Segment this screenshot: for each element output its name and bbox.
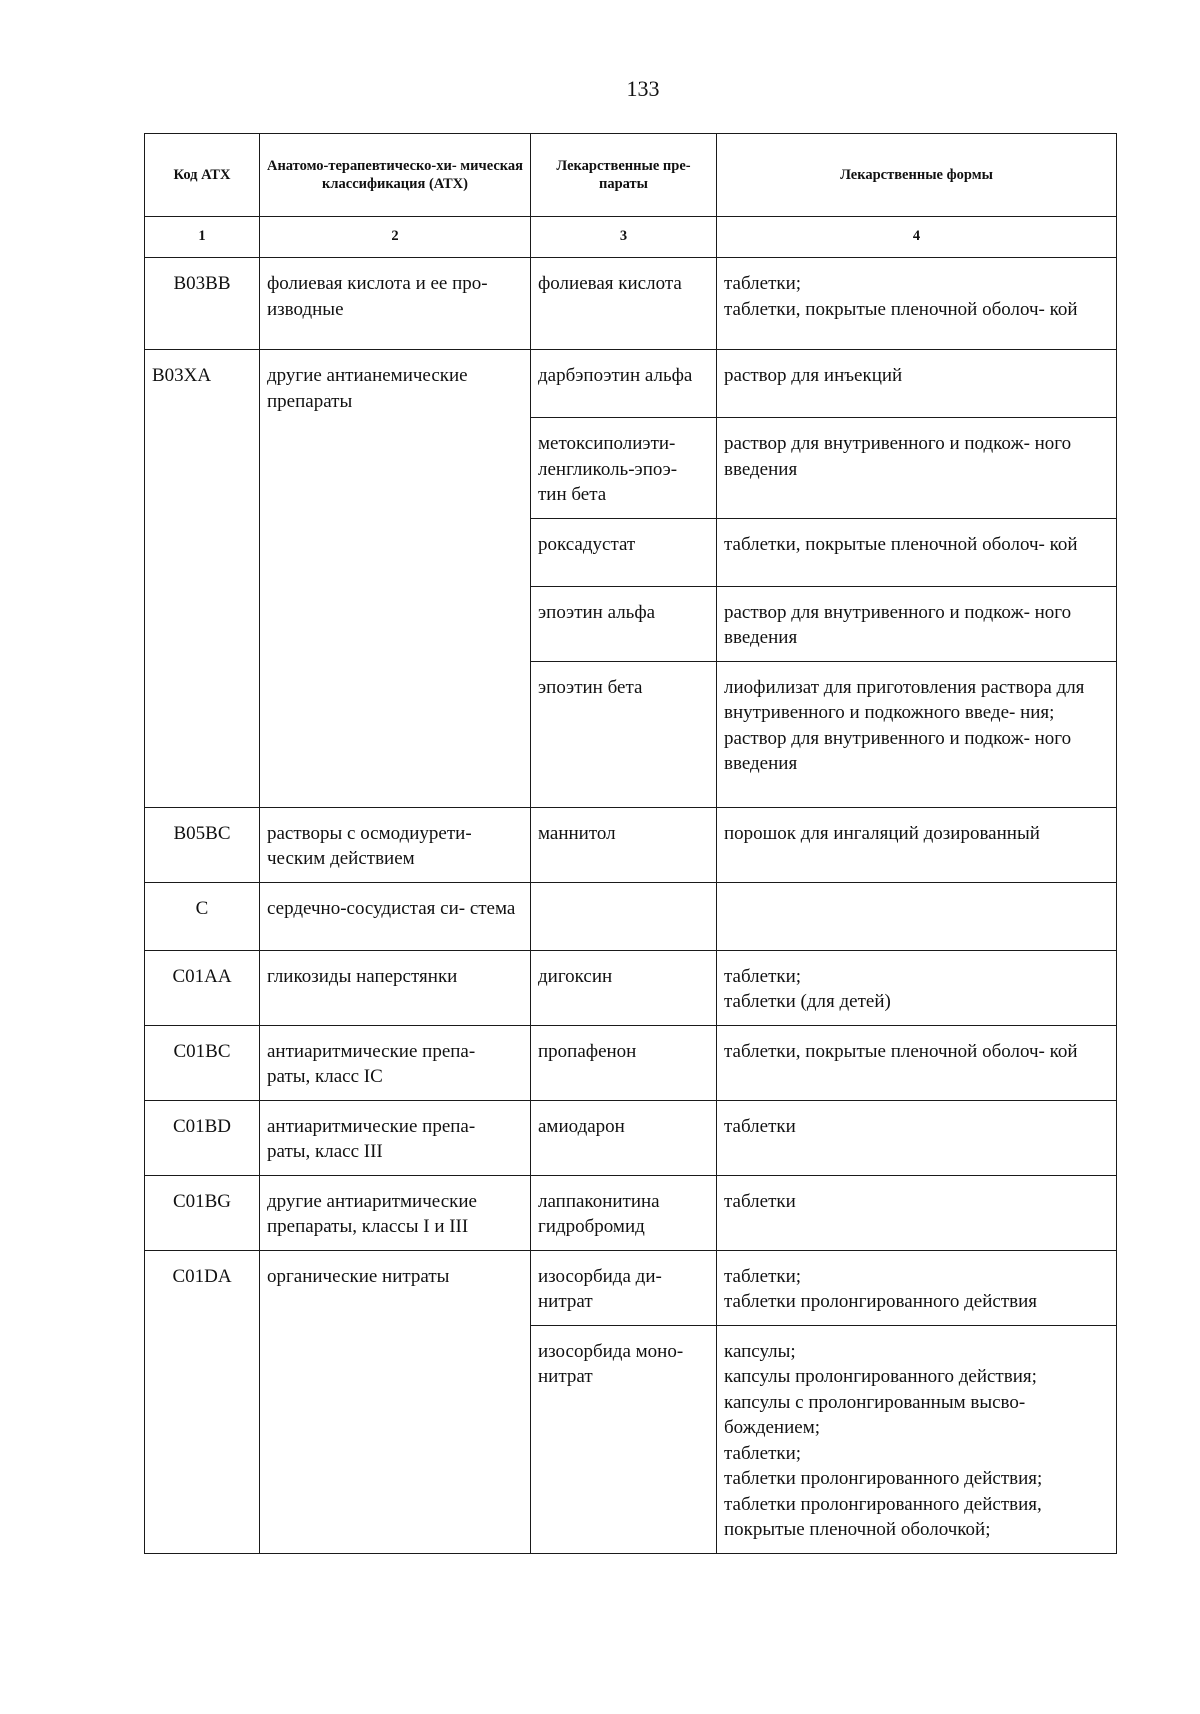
- atx-classification: растворы с осмодиурети- ческим действием: [260, 807, 531, 882]
- drug-form-line: капсулы пролонгированного действия;: [724, 1366, 1037, 1387]
- drug-forms: [717, 661, 1117, 807]
- drug-forms: [717, 1025, 1117, 1100]
- header-code: Код АТХ: [145, 134, 260, 217]
- drug-name: эпоэтин бета: [531, 661, 717, 807]
- atx-code: B03XA: [145, 350, 260, 808]
- drug-forms: [717, 807, 1117, 882]
- column-number: 3: [531, 217, 717, 258]
- atx-classification: антиаритмические препа- раты, класс IC: [260, 1025, 531, 1100]
- drug-name: дарбэпоэтин альфа: [531, 350, 717, 418]
- atx-classification: другие антианемические препараты: [260, 350, 531, 808]
- atx-classification: другие антиаритмические препараты, классы I и III: [260, 1175, 531, 1250]
- drug-name: лаппаконитина гидробромид: [531, 1175, 717, 1250]
- drug-name: изосорбида моно- нитрат: [531, 1325, 717, 1553]
- column-number: 4: [717, 217, 1117, 258]
- drug-forms: [717, 950, 1117, 1025]
- drug-form-line: раствор для внутривенного и подкож- ного введения: [724, 601, 1072, 648]
- drug-form-line: таблетки: [724, 1115, 796, 1137]
- drug-form-line: таблетки: [724, 1190, 796, 1212]
- drug-form-line: таблетки;: [724, 273, 802, 294]
- drug-name: эпоэтин альфа: [531, 586, 717, 661]
- atx-code: C01AA: [145, 950, 260, 1025]
- drug-name: [531, 882, 717, 950]
- atx-classification: фолиевая кислота и ее про- изводные: [260, 258, 531, 350]
- drug-form-line: таблетки пролонгированного действия;: [724, 1468, 1043, 1489]
- drug-forms: [717, 1250, 1117, 1325]
- atx-drug-table: [144, 133, 1117, 1554]
- header-forms: Лекарственные формы: [717, 134, 1117, 217]
- drug-name: маннитол: [531, 807, 717, 882]
- column-number-row: [145, 217, 1117, 258]
- drug-forms: [717, 258, 1117, 350]
- drug-forms: [717, 586, 1117, 661]
- drug-form-line: таблетки;: [724, 965, 802, 987]
- drug-form-line: таблетки пролонгированного действия: [724, 1291, 1037, 1312]
- table-row: [145, 950, 1117, 1025]
- table-row: [145, 1250, 1117, 1325]
- table-row: [145, 1025, 1117, 1100]
- drug-form-line: раствор для внутривенного и подкож- ного введения: [724, 433, 1072, 480]
- table-row: [145, 807, 1117, 882]
- table-row: [145, 882, 1117, 950]
- drug-form-line: таблетки (для детей): [724, 991, 891, 1012]
- drug-forms: [717, 1325, 1117, 1553]
- header-row: [145, 134, 1117, 217]
- drug-form-line: раствор для инъекций: [724, 365, 903, 386]
- header-classification: Анатомо-терапевтическо-хи- мическая классификация (АТХ): [260, 134, 531, 217]
- atx-code: C: [145, 882, 260, 950]
- atx-code: B03BB: [145, 258, 260, 350]
- atx-classification: органические нитраты: [260, 1250, 531, 1553]
- drug-name: дигоксин: [531, 950, 717, 1025]
- drug-forms: [717, 1100, 1117, 1175]
- drug-form-line: таблетки пролонгированного действия, покрытые пленочной оболочкой;: [724, 1493, 1042, 1540]
- column-number: 1: [145, 217, 260, 258]
- drug-name: метоксиполиэти- ленгликоль-эпоэ- тин бета: [531, 418, 717, 519]
- atx-classification: антиаритмические препа- раты, класс III: [260, 1100, 531, 1175]
- atx-code: C01BD: [145, 1100, 260, 1175]
- table-row: [145, 1100, 1117, 1175]
- drug-form-line: капсулы;: [724, 1340, 796, 1362]
- drug-form-line: лиофилизат для приготовления раствора для внутривенного и подкожного введе- ния;: [724, 676, 1085, 723]
- drug-form-line: порошок для ингаляций дозированный: [724, 822, 1040, 844]
- drug-form-line: таблетки;: [724, 1265, 802, 1287]
- drug-forms: [717, 1175, 1117, 1250]
- drug-form-line: раствор для внутривенного и подкож- ного введения: [724, 727, 1072, 774]
- table-row: [145, 1175, 1117, 1250]
- atx-code: B05BC: [145, 807, 260, 882]
- header-drugs: Лекарственные пре- параты: [531, 134, 717, 217]
- atx-code: C01BG: [145, 1175, 260, 1250]
- atx-classification: гликозиды наперстянки: [260, 950, 531, 1025]
- drug-form-line: таблетки, покрытые пленочной оболоч- кой: [724, 1040, 1078, 1062]
- atx-code: C01BC: [145, 1025, 260, 1100]
- page-number: 133: [626, 76, 660, 101]
- drug-forms: [717, 518, 1117, 586]
- drug-forms: [717, 418, 1117, 519]
- column-number: 2: [260, 217, 531, 258]
- table-row: [145, 350, 1117, 418]
- drug-name: изосорбида ди- нитрат: [531, 1250, 717, 1325]
- drug-name: амиодарон: [531, 1100, 717, 1175]
- drug-form-line: таблетки, покрытые пленочной оболоч- кой: [724, 298, 1078, 320]
- drug-name: роксадустат: [531, 518, 717, 586]
- drug-name: фолиевая кислота: [531, 258, 717, 350]
- atx-classification: сердечно-сосудистая си- стема: [260, 882, 531, 950]
- drug-name: пропафенон: [531, 1025, 717, 1100]
- drug-forms: [717, 350, 1117, 418]
- drug-form-line: таблетки;: [724, 1442, 802, 1464]
- drug-form-line: таблетки, покрытые пленочной оболоч- кой: [724, 533, 1078, 555]
- table-row: [145, 258, 1117, 350]
- drug-forms: [717, 882, 1117, 950]
- atx-code: C01DA: [145, 1250, 260, 1553]
- drug-form-line: капсулы с пролонгированным высво- бождением;: [724, 1391, 1026, 1438]
